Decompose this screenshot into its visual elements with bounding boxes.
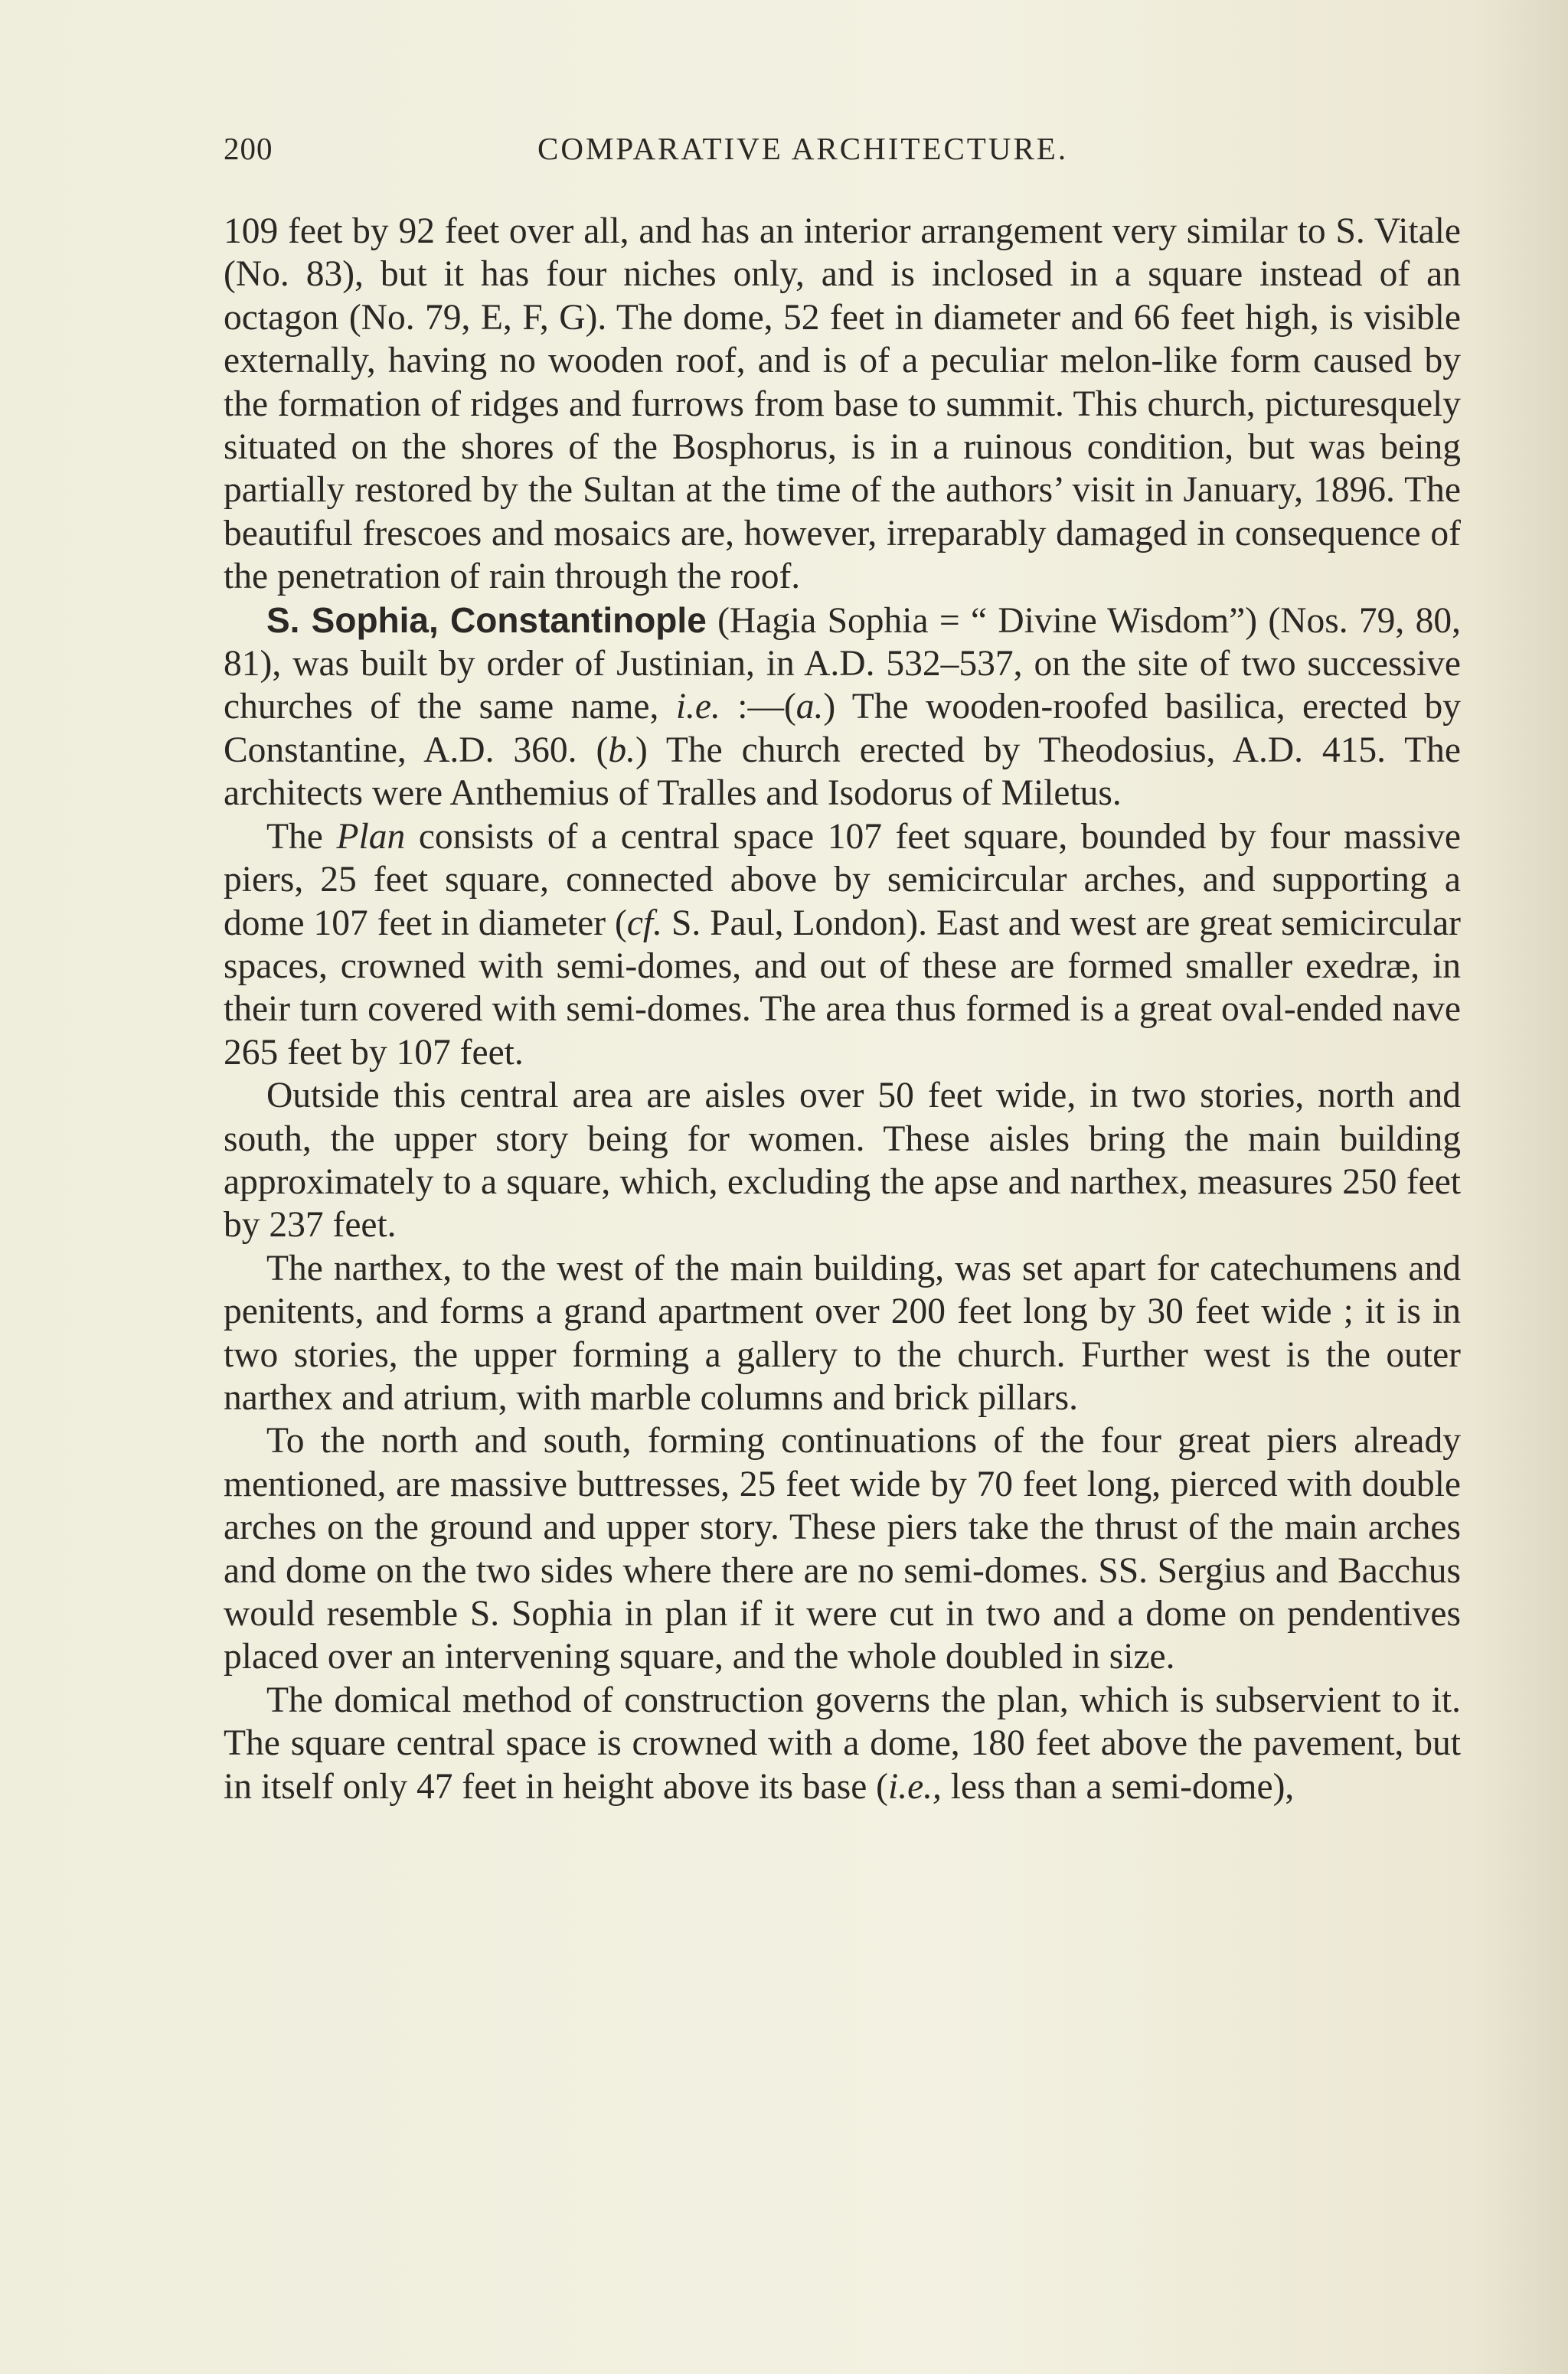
paragraph-text: 109 feet by 92 feet over all, and has an interior arrangement very similar to S. Vitale (No. 83), but it has four niches only, and is inclosed in a square instead of an octagon (No. 79, E, F, G). The dome, 52 feet in diameter and 66 feet high, is visible externally, having no wooden roof, and is of a peculiar melon-like form caused by the formation of ridges and furrows from base to summit. This church, picturesquely situated on the shores of the Bosphorus, is in a ruinous condition, but was being partially restored by the Sultan at the time of the authors’ visit in January, 1896. The beautiful frescoes and mosaics are, however, irreparably damaged in consequence of the penetration of rain through the roof. — [224, 211, 1461, 597]
paragraph-text: The — [266, 816, 337, 857]
paragraph-s-sophia — [224, 599, 1461, 815]
italic-ie: i.e., — [888, 1766, 942, 1807]
italic-ie: i.e. — [675, 687, 720, 727]
paragraph-text: Outside this central area are aisles over 50 feet wide, in two stories, north and south, the upper story being for women. These aisles bring the main building approximately to a square, which, excluding the apse and narthex, measures 250 feet by 237 feet. — [224, 1076, 1461, 1246]
paragraph-text: less than a semi-dome), — [941, 1766, 1295, 1807]
paragraph-domical-method — [224, 1679, 1461, 1808]
paragraph-plan — [224, 815, 1461, 1074]
paragraph-text: consists of a central space 107 feet square, bounded by four massive piers, 25 feet square, connected above by semicircular arches, and supporting a dome 107 feet in diameter ( — [224, 816, 1461, 943]
paragraph-text: The domical method of construction governs the plan, which is subservient to it. The square central space is crowned with a dome, 180 feet above the pavement, but in itself only 47 feet in height above its base ( — [224, 1680, 1461, 1807]
paragraph-text: S. Paul, London). East and west are great semicircular spaces, crowned with semi-domes, and out of these are formed smaller exedræ, in their turn covered with semi-domes. The area thus formed is a great oval-ended nave 265 feet by 107 feet. — [224, 903, 1461, 1073]
italic-cf: cf. — [626, 903, 662, 943]
paragraph-ss-sergius-continued — [224, 210, 1461, 599]
paragraph-text: The narthex, to the west of the main building, was set apart for catechumens and penitents, and forms a grand apartment over 200 feet long by 30 feet wide ; it is in two stories, the upper forming a gallery to the church. Further west is the outer narthex and atrium, with marble columns and brick pillars. — [224, 1248, 1461, 1418]
paragraph-text: (Hagia Sophia = “ Divine Wisdom”) (Nos. 79, 80, 81), was built by order of Justinian, in A.D. 532–537, on the site of two successive churches of the same name, — [224, 600, 1461, 727]
body-text — [224, 210, 1461, 1808]
italic-a-mark: a. — [795, 687, 824, 727]
paragraph-narthex — [224, 1247, 1461, 1420]
paragraph-buttresses — [224, 1419, 1461, 1678]
paragraph-text: ) The wooden-roofed basilica, erected by Constantine, A.D. 360. ( — [224, 687, 1462, 770]
running-header — [224, 130, 1464, 176]
italic-b-mark: b. — [608, 730, 635, 770]
italic-plan: Plan — [336, 816, 406, 857]
heading-s-sophia: S. Sophia, Constantinople — [266, 599, 707, 640]
paragraph-aisles — [224, 1074, 1461, 1247]
paragraph-text: :—( — [720, 687, 796, 727]
paragraph-text: To the north and south, forming continuations of the four great piers already mentioned, are massive buttresses, 25 feet wide by 70 feet long, pierced with double arches on the ground and upper story. These piers take the thrust of the main arches and dome on the two sides where there are no semi-domes. SS. Sergius and Bacchus would resemble S. Sophia in plan if it were cut in two and a dome on pendentives placed over an intervening square, and the whole doubled in size. — [224, 1421, 1461, 1677]
page-number: 200 — [224, 131, 273, 166]
running-title: COMPARATIVE ARCHITECTURE. — [537, 131, 1069, 166]
paragraph-text: ) The church erected by Theodosius, A.D. 415. The architects were Anthemius of Tralles and Isodorus of Miletus. — [224, 730, 1461, 814]
